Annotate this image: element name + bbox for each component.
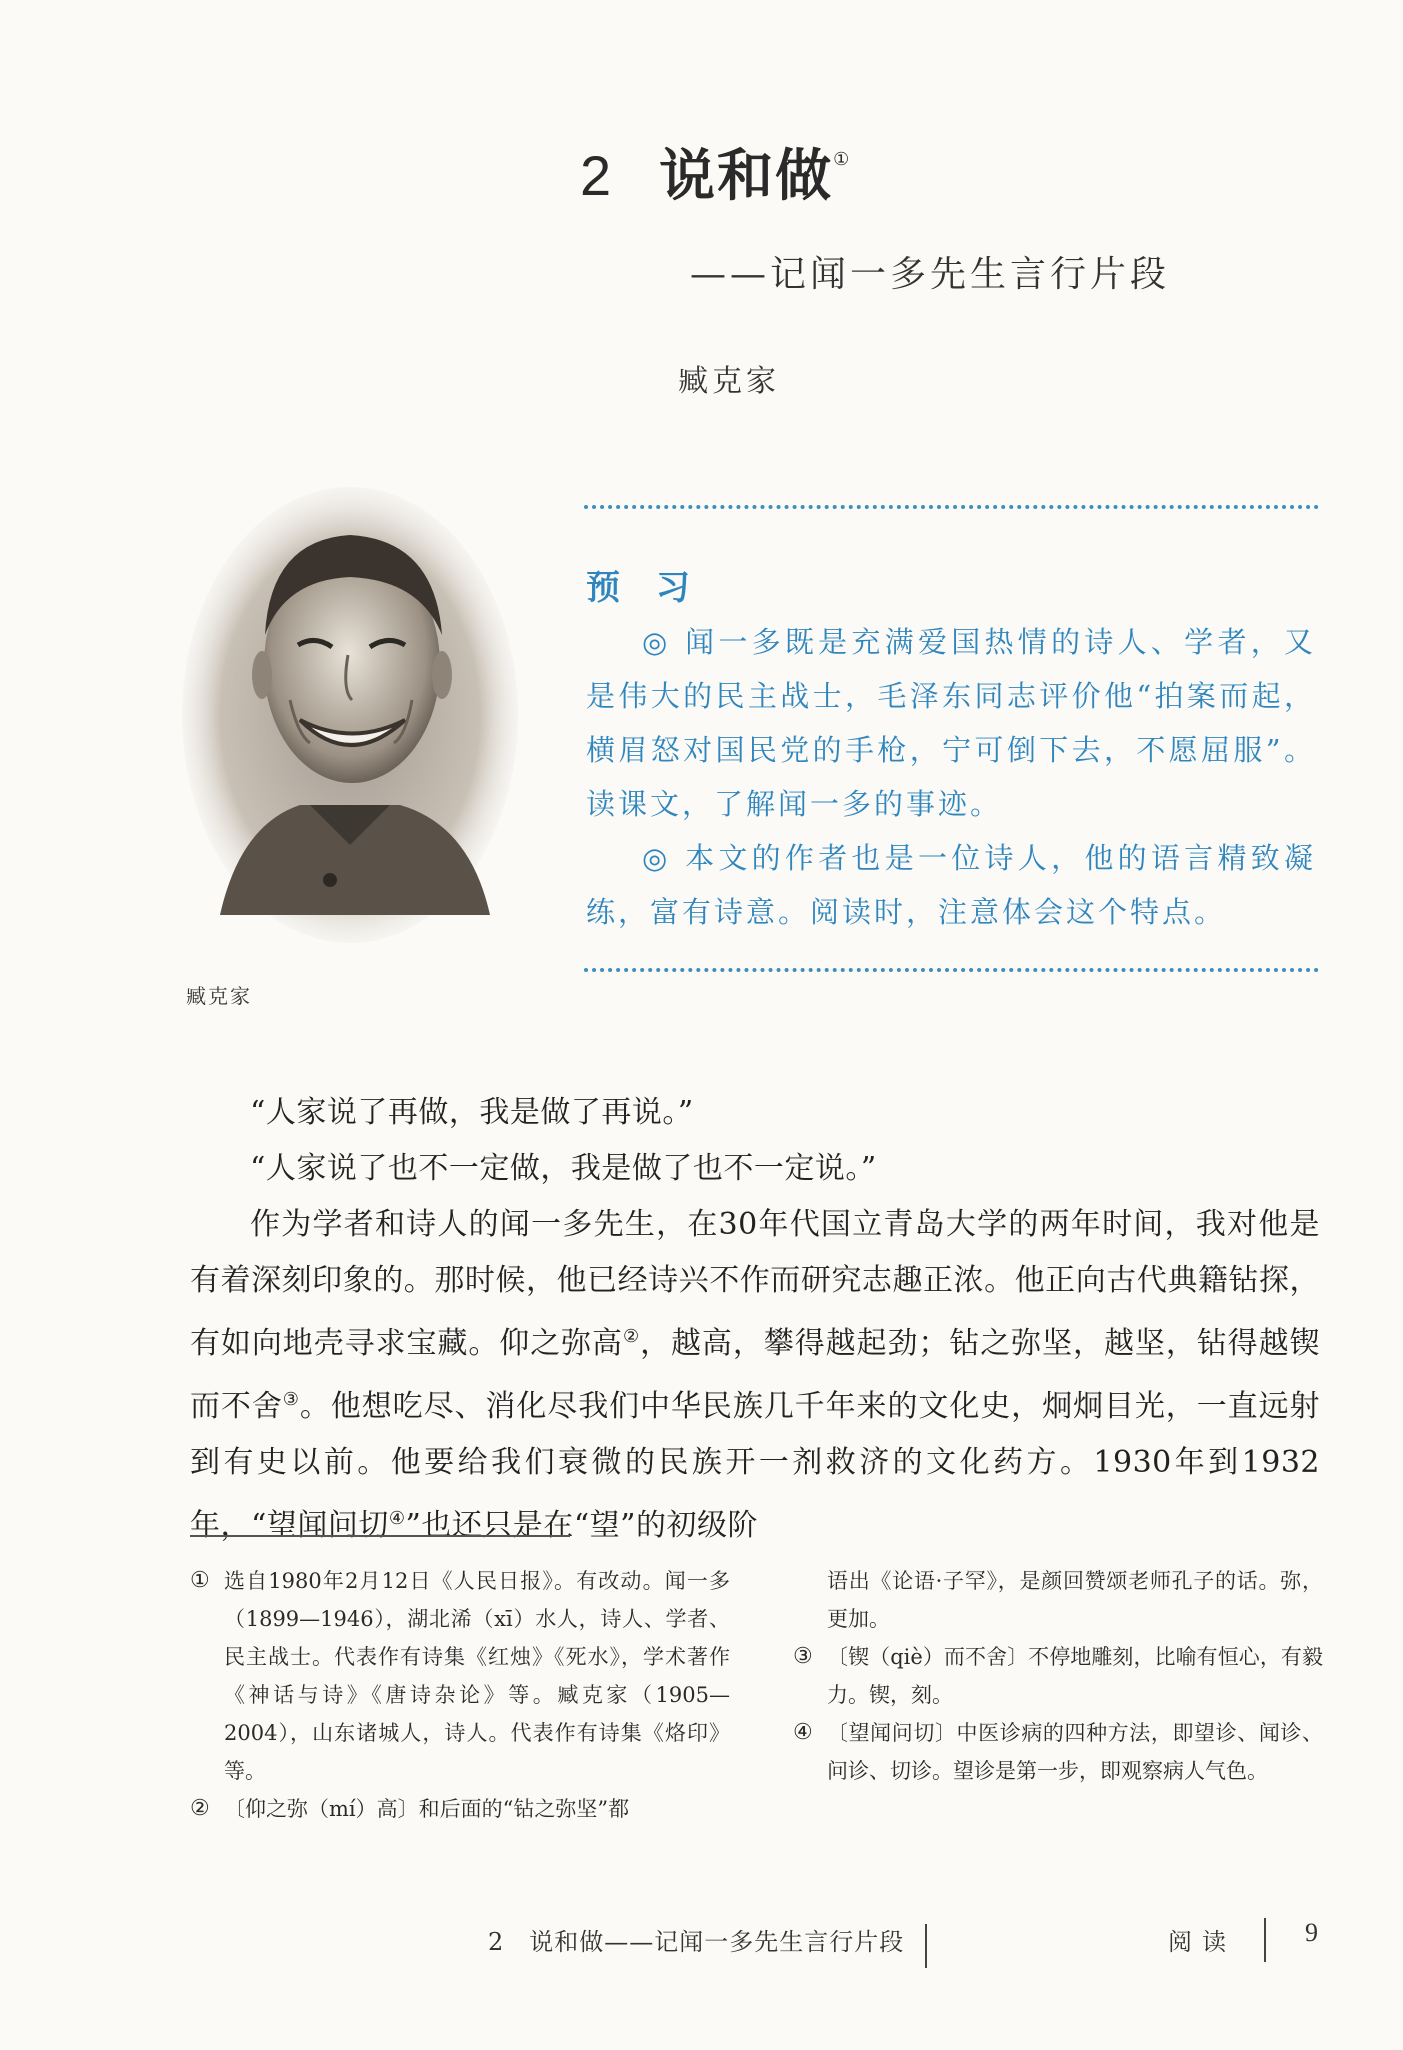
note-ref-3[interactable]: ③ <box>282 1389 300 1410</box>
preview-heading: 预 习 <box>586 568 702 608</box>
footnote-4-text: 〔望闻问切〕中医诊病的四种方法，即望诊、闻诊、问诊、切诊。望诊是第一步，即观察病人气色。 <box>827 1721 1323 1783</box>
footnotes-left-column <box>190 1562 730 1828</box>
footnotes-right-column <box>793 1562 1323 1790</box>
paragraph-main-part-c: 。他想吃尽、消化尽我们中华民族几千年来的文化史，炯炯目光，一直远射到有史以前。他要给我们衰微的民族开一剂救济的文化药方。1930年到1932年，“望闻问切 <box>190 1389 1321 1543</box>
footnote-4-mark: ④ <box>793 1720 813 1745</box>
footer-section-label: 阅读 <box>1168 1928 1236 1956</box>
footer-lesson-title: 2 说和做——记闻一多先生言行片段 <box>488 1928 905 1956</box>
footnote-2 <box>190 1790 730 1828</box>
preview-item-2: ◎ 本文的作者也是一位诗人，他的语言精致凝练，富有诗意。阅读时，注意体会这个特点。 <box>586 841 1316 929</box>
footnote-4 <box>793 1714 1323 1790</box>
preview-bottom-border <box>584 968 1319 972</box>
footnote-divider <box>190 1535 570 1537</box>
body-text <box>190 1085 1320 1554</box>
lesson-title <box>580 132 851 212</box>
footnote-3 <box>793 1638 1323 1714</box>
footer-divider-2 <box>1264 1918 1266 1962</box>
footnote-1-text: 选自1980年2月12日《人民日报》。有改动。闻一多（1899—1946），湖北浠（xī）水人，诗人、学者、民主战士。代表作有诗集《红烛》《死水》，学术著作《神话与诗》《唐诗杂论》等。臧克家（1905—2004），山东诸城人，诗人。代表作有诗集《烙印》等。 <box>224 1569 730 1783</box>
note-ref-2[interactable]: ② <box>622 1326 641 1347</box>
portrait-caption: 臧克家 <box>186 984 252 1008</box>
lesson-title-text: 说和做 <box>659 143 834 209</box>
lesson-author: 臧克家 <box>678 364 780 399</box>
footnote-1 <box>190 1562 730 1790</box>
note-ref-4[interactable]: ④ <box>388 1508 406 1529</box>
title-note-mark[interactable]: ① <box>833 149 852 171</box>
footnote-2-continued <box>793 1562 1323 1638</box>
author-portrait <box>180 485 520 945</box>
footnote-2-text-b: 语出《论语·子罕》，是颜回赞颂老师孔子的话。弥，更加。 <box>827 1569 1323 1631</box>
footnote-3-text: 〔锲（qiè）而不舍〕不停地雕刻，比喻有恒心，有毅力。锲，刻。 <box>827 1645 1323 1707</box>
preview-box <box>586 560 1316 939</box>
footnote-1-mark: ① <box>190 1568 210 1593</box>
paragraph-main-part-d: ”也还只是在“望”的初级阶 <box>405 1508 758 1543</box>
footnote-3-mark: ③ <box>793 1644 813 1669</box>
paragraph-quote-2: “人家说了也不一定做，我是做了也不一定说。” <box>250 1151 877 1186</box>
lesson-subtitle: ——记闻一多先生言行片段 <box>690 254 1171 295</box>
page-number: 9 <box>1305 1918 1318 1947</box>
paragraph-quote-1: “人家说了再做，我是做了再说。” <box>250 1095 694 1130</box>
footer-divider-1 <box>925 1924 927 1968</box>
paragraph-main-part-a: 作为学者和诗人的闻一多先生，在30年代国立青岛大学的两年时间，我对他是有着深刻印象的。那时候，他已经诗兴不作而研究志趣正浓。他正向古代典籍钻探，有如向地壳寻求宝藏。仰之弥高 <box>190 1207 1320 1361</box>
paragraph-main <box>190 1197 1320 1554</box>
paragraph-main-part-b: ，越高，攀得越起劲；钻之弥坚，越坚，钻得越锲而不舍 <box>190 1326 1321 1424</box>
footnote-2-mark: ② <box>190 1796 210 1821</box>
preview-top-border <box>584 505 1319 509</box>
preview-item-1: ◎ 闻一多既是充满爱国热情的诗人、学者，又是伟大的民主战士，毛泽东同志评价他“拍案而起，横眉怒对国民党的手枪，宁可倒下去，不愿屈服”。读课文，了解闻一多的事迹。 <box>586 625 1316 821</box>
footnote-2-text-a: 〔仰之弥（mí）高〕和后面的“钻之弥坚”都 <box>224 1797 630 1821</box>
lesson-number: 2 <box>580 144 614 207</box>
